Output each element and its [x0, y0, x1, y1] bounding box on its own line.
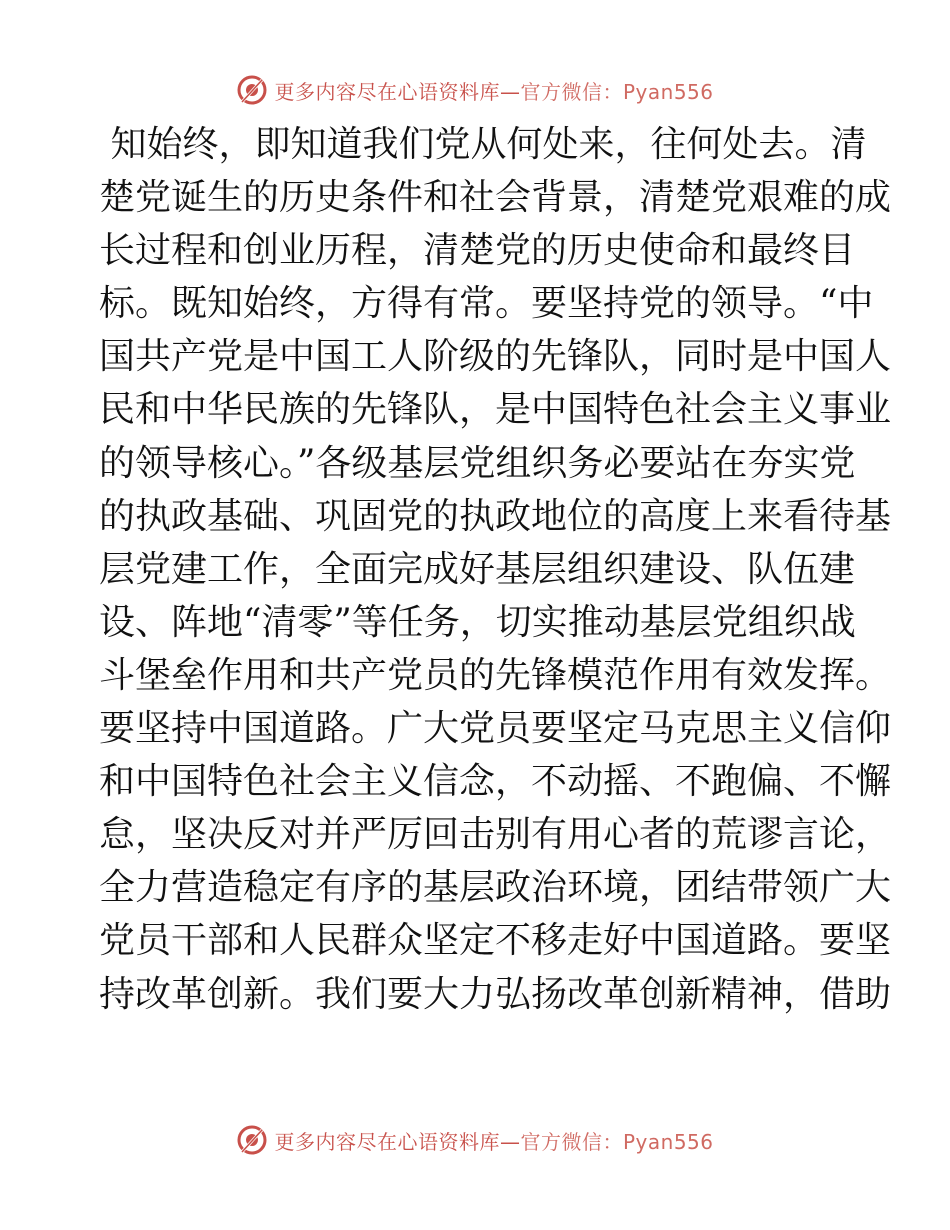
text-line-13: 和中国特色社会主义信念，不动摇、不跑偏、不懈 — [99, 761, 892, 803]
text-line-2: 楚党诞生的历史条件和社会背景，清楚党艰难的成 — [99, 177, 892, 219]
text-line-10: 设、阵地“清零”等任务，切实推动基层党组织战 — [99, 601, 856, 643]
text-line-6: 民和中华民族的先锋队，是中国特色社会主义事业 — [99, 389, 892, 431]
banner-wechat-id: Pyan556 — [622, 1129, 714, 1154]
text-line-15: 全力营造稳定有序的基层政治环境，团结带领广大 — [99, 867, 892, 909]
text-line-9: 层党建工作，全面完成好基层组织建设、队伍建 — [99, 548, 856, 590]
banner-site-text: 更多内容尽在心语资料库 — [274, 1129, 500, 1154]
banner-wechat-id: Pyan556 — [622, 79, 714, 104]
banner-site-text: 更多内容尽在心语资料库 — [274, 79, 500, 104]
text-line-5: 国共产党是中国工人阶级的先锋队，同时是中国人 — [99, 336, 892, 378]
banner-wechat-label: 官方微信： — [520, 1129, 623, 1154]
banner-wechat-label: 官方微信： — [520, 79, 623, 104]
text-line-1: 知始终，即知道我们党从何处来，往何处去。清 — [99, 124, 867, 165]
banner-separator: — — [499, 1129, 521, 1154]
header-banner — [0, 70, 950, 110]
document-body — [99, 122, 892, 1025]
quill-logo-icon — [236, 74, 268, 106]
text-line-11: 斗堡垒作用和共产党员的先锋模范作用有效发挥。 — [99, 654, 892, 696]
text-line-17: 持改革创新。我们要大力弘扬改革创新精神，借助 — [99, 973, 892, 1015]
text-line-14: 怠，坚决反对并严厉回击别有用心者的荒谬言论， — [99, 814, 892, 856]
banner-text — [274, 1126, 713, 1155]
text-line-8: 的执政基础、巩固党的执政地位的高度上来看待基 — [99, 495, 892, 537]
text-line-16: 党员干部和人民群众坚定不移走好中国道路。要坚 — [99, 920, 892, 962]
text-line-12: 要坚持中国道路。广大党员要坚定马克思主义信仰 — [99, 708, 892, 750]
text-line-3: 长过程和创业历程，清楚党的历史使命和最终目 — [99, 230, 856, 272]
footer-banner — [0, 1120, 950, 1160]
banner-text — [274, 76, 713, 105]
text-line-4: 标。既知始终，方得有常。要坚持党的领导。“中 — [99, 283, 874, 325]
text-line-7: 的领导核心。”各级基层党组织务必要站在夯实党 — [99, 442, 856, 484]
banner-separator: — — [499, 79, 521, 104]
quill-logo-icon — [236, 1124, 268, 1156]
